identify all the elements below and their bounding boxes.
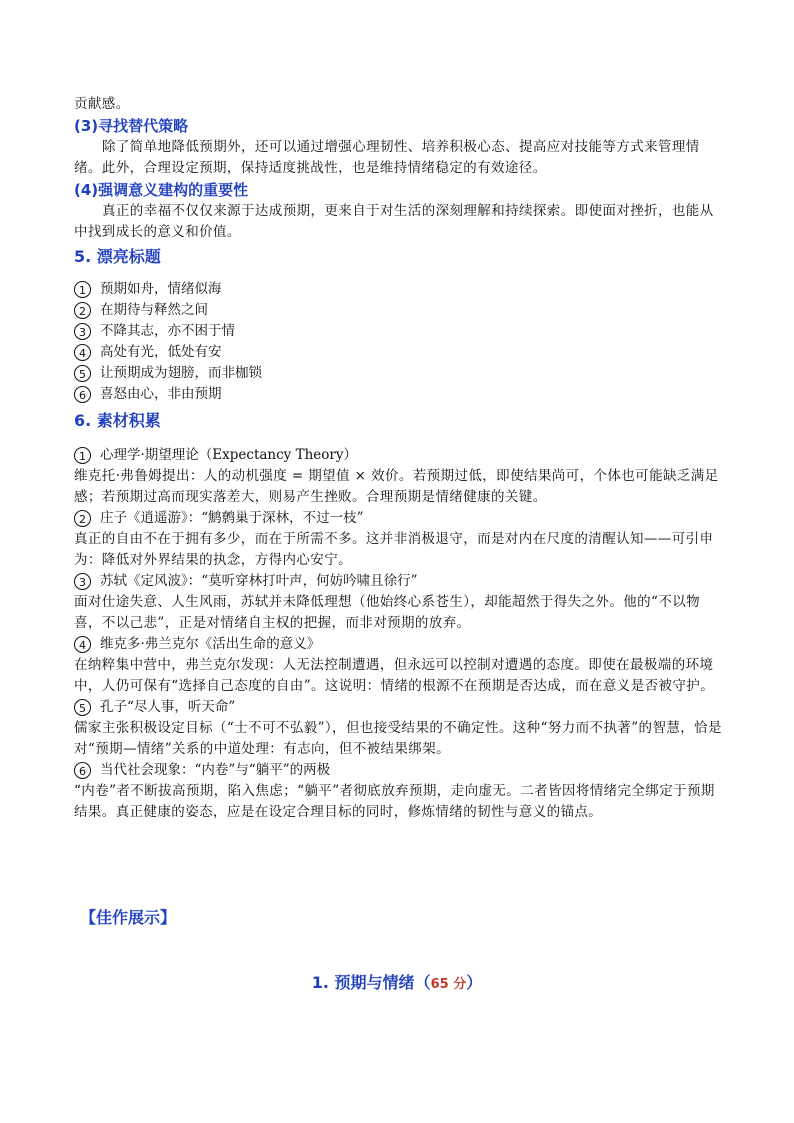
section-4-body: 真正的幸福不仅仅来源于达成预期，更来自于对生活的深刻理解和持续探索。即使面对挫折，也能从中找到成长的意义和价值。 (74, 203, 714, 240)
score-label: 65 分 (430, 977, 467, 992)
section-3-body: 除了简单地降低预期外，还可以通过增强心理韧性、培养积极心态、提高应对技能等方式来管理情绪。此外，合理设定预期，保持适度挑战性，也是维持情绪稳定的有效途径。 (74, 139, 700, 176)
list-item-text: 在期待与释然之间 (100, 302, 208, 318)
list-item (74, 321, 724, 342)
document-body (74, 94, 724, 823)
circled-number: 5 (74, 365, 91, 382)
list-item (74, 300, 724, 321)
material-title (74, 571, 724, 592)
material-body: 真正的自由不在于拥有多少，而在于所需不多。这并非消极退守，而是对内在尺度的清醒认知——可引申为：降低对外界结果的执念，方得内心安宁。 (74, 531, 714, 568)
titles-list (74, 279, 724, 405)
circled-number: 3 (74, 573, 91, 590)
materials-list (74, 445, 724, 823)
material-title (74, 634, 724, 655)
material-title-text: 当代社会现象：“内卷”与“躺平”的两极 (100, 762, 331, 778)
list-item-text: 不降其志，亦不困于情 (100, 323, 235, 339)
circled-number: 1 (74, 447, 91, 464)
circled-number: 6 (74, 762, 91, 779)
list-item (74, 342, 724, 363)
section-4-title: (4)强调意义建构的重要性 (74, 181, 249, 199)
material-body: 在纳粹集中营中，弗兰克尔发现：人无法控制遭遇，但永远可以控制对遭遇的态度。即使在最极端的环境中，人仍可保有“选择自己态度的自由”。这说明：情绪的根源不在预期是否达成，而在意义是否被守护。 (74, 657, 715, 694)
paren-close: ） (466, 973, 483, 992)
list-item (74, 363, 724, 384)
showcase-heading: 【佳作展示】 (80, 908, 177, 927)
circled-number: 2 (74, 302, 91, 319)
material-body: 儒家主张积极设定目标（“士不可不弘毅”），但也接受结果的不确定性。这种“努力而不执著”的智慧，恰是对“预期—情绪”关系的中道处理：有志向，但不被结果绑架。 (74, 720, 722, 757)
materials-heading: 6. 素材积累 (74, 411, 161, 430)
material-title (74, 760, 724, 781)
material-body: 维克托·弗鲁姆提出：人的动机强度 = 期望值 × 效价。若预期过低，即使结果尚可，个体也可能缺乏满足感；若预期过高而现实落差大，则易产生挫败。合理预期是情绪健康的关键。 (74, 468, 719, 505)
list-item (74, 279, 724, 300)
material-body: 面对仕途失意、人生风雨，苏轼并未降低理想（他始终心系苍生），却能超然于得失之外。他的“不以物喜，不以己悲”，正是对情绪自主权的把握，而非对预期的放弃。 (74, 594, 701, 631)
list-item-text: 预期如舟，情绪似海 (100, 281, 222, 297)
material-title (74, 445, 724, 466)
material-title-text: 庄子《逍遥游》：“鹪鹩巢于深林，不过一枝” (100, 510, 364, 526)
material-title (74, 697, 724, 718)
material-title-text: 孔子“尽人事，听天命” (100, 699, 236, 715)
circled-number: 2 (74, 510, 91, 527)
material-title-text: 苏轼《定风波》：“莫听穿林打叶声，何妨吟啸且徐行” (100, 573, 418, 589)
material-title-text: 心理学·期望理论（Expectancy Theory） (100, 447, 357, 463)
titles-heading: 5. 漂亮标题 (74, 247, 161, 266)
circled-number: 1 (74, 281, 91, 298)
essay-title (0, 970, 794, 993)
paren-open: （ (414, 973, 431, 992)
intro-tail: 贡献感。 (74, 96, 130, 112)
essay-title-text: 1. 预期与情绪 (311, 973, 415, 992)
section-3-title: (3)寻找替代策略 (74, 117, 189, 135)
circled-number: 3 (74, 323, 91, 340)
list-item-text: 喜怒由心，非由预期 (100, 386, 222, 402)
material-title (74, 508, 724, 529)
circled-number: 4 (74, 636, 91, 653)
material-title-text: 维克多·弗兰克尔《活出生命的意义》 (100, 636, 321, 652)
list-item-text: 让预期成为翅膀，而非枷锁 (100, 365, 262, 381)
list-item (74, 384, 724, 405)
circled-number: 4 (74, 344, 91, 361)
list-item-text: 高处有光，低处有安 (100, 344, 222, 360)
circled-number: 5 (74, 699, 91, 716)
circled-number: 6 (74, 386, 91, 403)
material-body: “内卷”者不断拔高预期，陷入焦虑；“躺平”者彻底放弃预期，走向虚无。二者皆因将情绪完全绑定于预期结果。真正健康的姿态，应是在设定合理目标的同时，修炼情绪的韧性与意义的锚点。 (74, 783, 715, 820)
